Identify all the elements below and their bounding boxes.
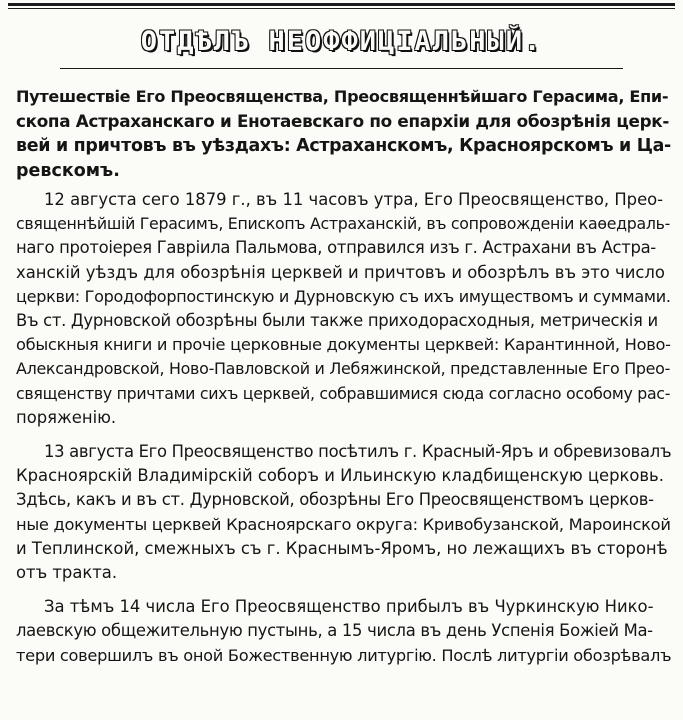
paragraph-line: 12 августа сего 1879 г., въ 11 часовъ утра, Его Преосвященство, Прео- [44, 190, 664, 209]
paragraph-line: церкви: Городофорпостинскую и Дурновскую съ ихъ имуществомъ и суммами. [16, 286, 671, 306]
paragraph-line: и Теплинской, смежныхъ съ г. Краснымъ-Яромъ, но лежащихъ въ сторонѣ [16, 538, 668, 558]
paragraph-line: Александровской, Ново-Павловской и Лебяжинской, представленные Его Прео- [16, 359, 671, 379]
paragraph-line: За тѣмъ 14 числа Его Преосвященство прибылъ въ Чуркинскую Нико- [44, 597, 654, 617]
paragraph-line: отъ тракта. [16, 563, 118, 583]
paragraph-line: священству причтами сихъ церквей, собравшимися сюда согласно особому рас- [16, 383, 671, 403]
paragraph-line: Въ ст. Дурновской обозрѣны были также приходорасходныя, метрическія и [16, 311, 658, 331]
paragraph-line: ханскій уѣздъ для обозрѣнія церквей и причтовъ и обозрѣлъ въ это число [16, 262, 665, 282]
article-paragraph [16, 595, 671, 668]
heading-line: вей и причтовъ въ уѣздахъ: Астраханскомъ, Красноярскомъ и Ца- [16, 136, 671, 156]
top-rule [8, 3, 675, 6]
heading-line: Путешествіе Его Преосвященства, Преосвященнѣйшаго Герасима, Епи- [16, 87, 669, 106]
paragraph-line: наго протоіерея Гавріила Пальмова, отправился изъ г. Астрахани въ Астра- [16, 238, 656, 258]
heading-line: скопа Астраханскаго и Енотаевскаго по епархіи для обозрѣнія церк- [16, 111, 670, 131]
paragraph-line: священнѣйшій Герасимъ, Епископъ Астраханскій, въ сопровожденіи каѳедраль- [16, 214, 671, 234]
paragraph-line: тери совершилъ въ оной Божественную литургію. Послѣ литургіи обозрѣвалъ [16, 645, 672, 665]
article-paragraph [16, 188, 671, 430]
article-paragraph [16, 440, 671, 585]
heading-line: ревскомъ. [16, 161, 120, 181]
paragraph-line: поряженію. [16, 407, 117, 427]
top-thin-rule [8, 8, 675, 9]
paragraph-line: обыскныя книги и прочіе церковные документы церквей: Карантинной, Ново- [16, 335, 671, 355]
paragraph-line: Красноярскій Владимірскій соборъ и Ильинскую кладбищенскую церковь. [16, 466, 664, 486]
paragraph-line: лаевскую общежительную пустынь, а 15 числа въ день Успенія Божіей Ма- [16, 621, 653, 641]
article-body [16, 188, 671, 678]
paragraph-line: Здѣсь, какъ и въ ст. Дурновской, обозрѣны Его Преосвященствомъ церков- [16, 490, 654, 510]
title-underline [60, 68, 623, 69]
article-heading [16, 84, 671, 184]
paragraph-line: ные документы церквей Красноярскаго округа: Кривобузанской, Мароинской [16, 514, 671, 534]
section-title: ОТДѢЛЪ НЕОФФИЦІАЛЬНЫЙ. [140, 26, 543, 57]
paragraph-line: 13 августа Его Преосвященство посѣтилъ г. Красный-Яръ и обревизовалъ [44, 442, 672, 462]
